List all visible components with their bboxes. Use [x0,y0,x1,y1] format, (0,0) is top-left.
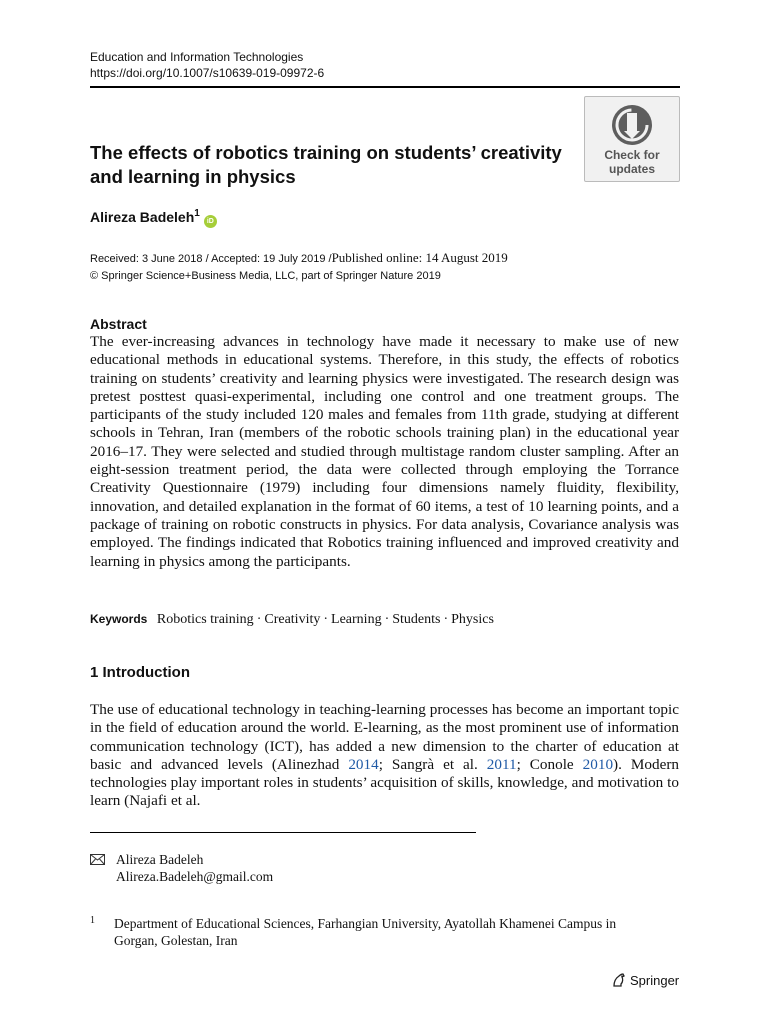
intro-text-segment: ; Conole [516,755,583,773]
author-name[interactable]: Alireza Badeleh [90,209,195,225]
keyword-separator: · [443,612,449,627]
keyword-item: Creativity [264,612,321,627]
affiliation-line-2: Gorgan, Golestan, Iran [114,933,238,948]
doi-link[interactable]: https://doi.org/10.1007/s10639-019-09972-6 [90,66,325,80]
footnote-rule [90,832,476,833]
keywords-label: Keywords [90,612,148,626]
copyright-line: © Springer Science+Business Media, LLC, part of Springer Nature 2019 [90,270,441,282]
title-line-1: The effects of robotics training on students’ creativity [90,142,562,163]
keyword-item: Students [392,612,441,627]
published-online: Published online: 14 August 2019 [331,250,508,265]
journal-header [90,49,324,81]
citation-link[interactable]: 2011 [486,755,517,773]
springer-horse-icon [611,972,627,988]
corresponding-email[interactable]: Alireza.Badeleh@gmail.com [116,869,274,884]
check-for-updates-badge[interactable] [584,96,680,182]
keywords-line [90,610,494,629]
intro-text-segment: The use of educational technology in teaching-learning processes has become an important topic in the field of education around the world. E-learning, as the most prominent use of information communication technology (ICT), has added a new dimension to the charter of education at basic and advanced levels (Alinezhad [90,701,679,773]
keyword-separator: · [384,612,390,627]
author-line [90,208,217,228]
journal-name: Education and Information Technologies [90,50,304,64]
keyword-separator: · [323,612,329,627]
badge-line-1: Check for [604,148,660,162]
orcid-icon[interactable]: iD [204,215,217,228]
intro-text-segment: ). Modern technologies play important roles in students’ acquisition of skills, knowledge, and motivation to learn (Najafi et al. [90,755,679,810]
section-heading-introduction: 1 Introduction [90,664,190,681]
keyword-item: Physics [451,612,494,627]
corresponding-name: Alireza Badeleh [116,852,204,867]
article-dates [90,251,508,266]
header-rule [90,86,680,88]
title-line-2: and learning in physics [90,166,296,187]
publisher-logo[interactable] [611,972,679,988]
check-for-updates-icon [610,103,654,147]
citation-link[interactable]: 2014 [348,755,379,773]
abstract-heading: Abstract [90,316,147,332]
article-title [90,141,590,189]
author-affil-sup: 1 [194,208,200,219]
affiliation-number: 1 [90,915,95,926]
keyword-item: Learning [331,612,382,627]
intro-text-segment: ; Sangrà et al. [378,755,487,773]
affiliation-line-1: Department of Educational Sciences, Farhangian University, Ayatollah Khamenei Campus in [114,916,617,931]
badge-line-2: updates [608,162,655,176]
keyword-item: Robotics training [156,612,254,627]
keyword-separator: · [256,612,262,627]
citation-link[interactable]: 2010 [582,755,614,773]
introduction-text [90,701,679,811]
abstract-text: The ever-increasing advances in technology have made it necessary to make use of new educational methods in educational systems. Therefore, in this study, the effects of robotics training on students’ creativity and learning physics were investigated. The research design was pretest posttest quasi-experimental, including one control and one treatment groups. The participants of the study included 120 males and females from 11th grade, studying at different schools in Tehran, Iran (members of the robotic schools training plan) in the educational year 2016–17. They were selected and studied through multistage random cluster sampling. After an eight-session treatment period, the data were collected through employing the Torrance Creativity Questionnaire (1979) including four dimensions namely fluidity, flexibility, innovation, and detailed explanation in the format of 60 items, a test of 10 learning points, and a package of training on robotic constructs in physics. For data analysis, Covariance analysis was employed. The findings indicated that Robotics training influenced and improved creativity and learning in physics among the participants. [90,333,679,570]
received-accepted: Received: 3 June 2018 / Accepted: 19 July 2019 / [90,253,332,265]
publisher-name: Springer [630,973,680,988]
envelope-icon [90,854,105,865]
